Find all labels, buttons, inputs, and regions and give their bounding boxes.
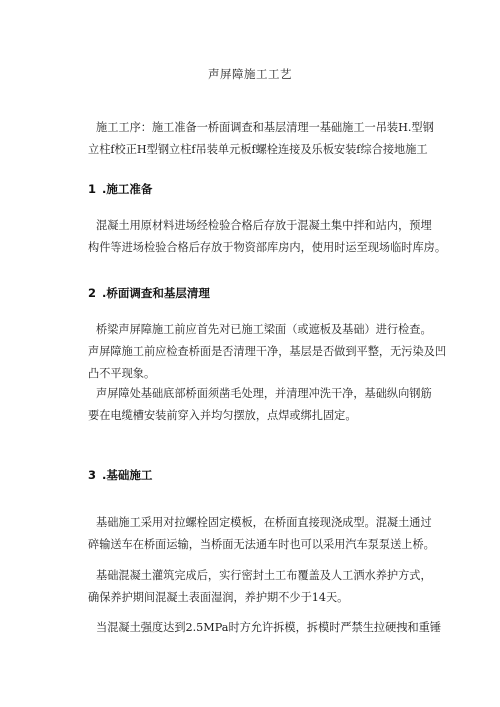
- paragraph-line: 桥梁声屏障施工前应首先对已施工梁面（或遮板及基础）进行检查。: [96, 323, 432, 336]
- paragraph-line: 声屏障处基础底部桥面须凿毛处理，并清理冲洗干净，基础纵向钢筋: [96, 387, 432, 400]
- process-intro-line: 施工工序：施工准备一桥面调查和基层清理一基础施工一吊装H.型钢: [96, 121, 434, 134]
- paragraph-line: 凸不平现象。: [88, 367, 156, 380]
- section-number: 3: [88, 468, 97, 482]
- paragraph-line: 要在电缆槽安装前穿入并均匀摆放，点焊或绑扎固定。: [88, 409, 357, 422]
- document-title: 声屏障施工工艺: [208, 67, 292, 81]
- paragraph-line: 基础混凝土灌筑完成后，实行密封土工布覆盖及人工洒水养护方式，: [96, 569, 432, 582]
- section-number: 1: [88, 182, 97, 196]
- paragraph-line: 确保养护期间混凝土表面湿润，养护期不少于14天。: [88, 591, 349, 604]
- section-heading: [88, 181, 433, 197]
- paragraph-line: 构件等进场检验合格后存放于物资部库房内，使用时运至现场临时库房。: [88, 241, 447, 254]
- section-paragraph: [88, 319, 447, 385]
- process-intro-line: 立柱f校正H型钢立柱f吊装单元板f螺栓连接及乐板安装f综合接地施工: [88, 143, 428, 156]
- section-heading: [88, 285, 433, 301]
- section-paragraph: [88, 617, 442, 639]
- section-title: .桥面调查和基层清理: [102, 286, 210, 300]
- section-paragraph: [88, 512, 433, 556]
- section-paragraph: [88, 215, 447, 259]
- paragraph-line: 混凝土用原材料进场经检验合格后存放于混凝土集中拌和站内，预埋: [96, 219, 432, 232]
- section-heading: [88, 467, 433, 483]
- process-intro-paragraph: [88, 117, 433, 161]
- paragraph-line: 声屏障施工前应检查桥面是否清理干净，基层是否做到平整，无污染及凹: [88, 345, 447, 358]
- section-title: .施工准备: [102, 182, 153, 196]
- section-paragraph: [88, 383, 433, 427]
- section-number: 2: [88, 286, 97, 300]
- section-title: .基础施工: [102, 468, 153, 482]
- section-paragraph: [88, 565, 433, 609]
- paragraph-line: 当混凝土强度达到2.5MPa时方允许拆模，拆模时严禁生拉硬拽和重锤: [96, 621, 442, 634]
- paragraph-line: 基础施工采用对拉螺栓固定模板，在桥面直接现浇成型。混凝土通过: [96, 516, 432, 529]
- paragraph-line: 碎输送车在桥面运输，当桥面无法通车时也可以采用汽车泵泵送上桥。: [88, 538, 435, 551]
